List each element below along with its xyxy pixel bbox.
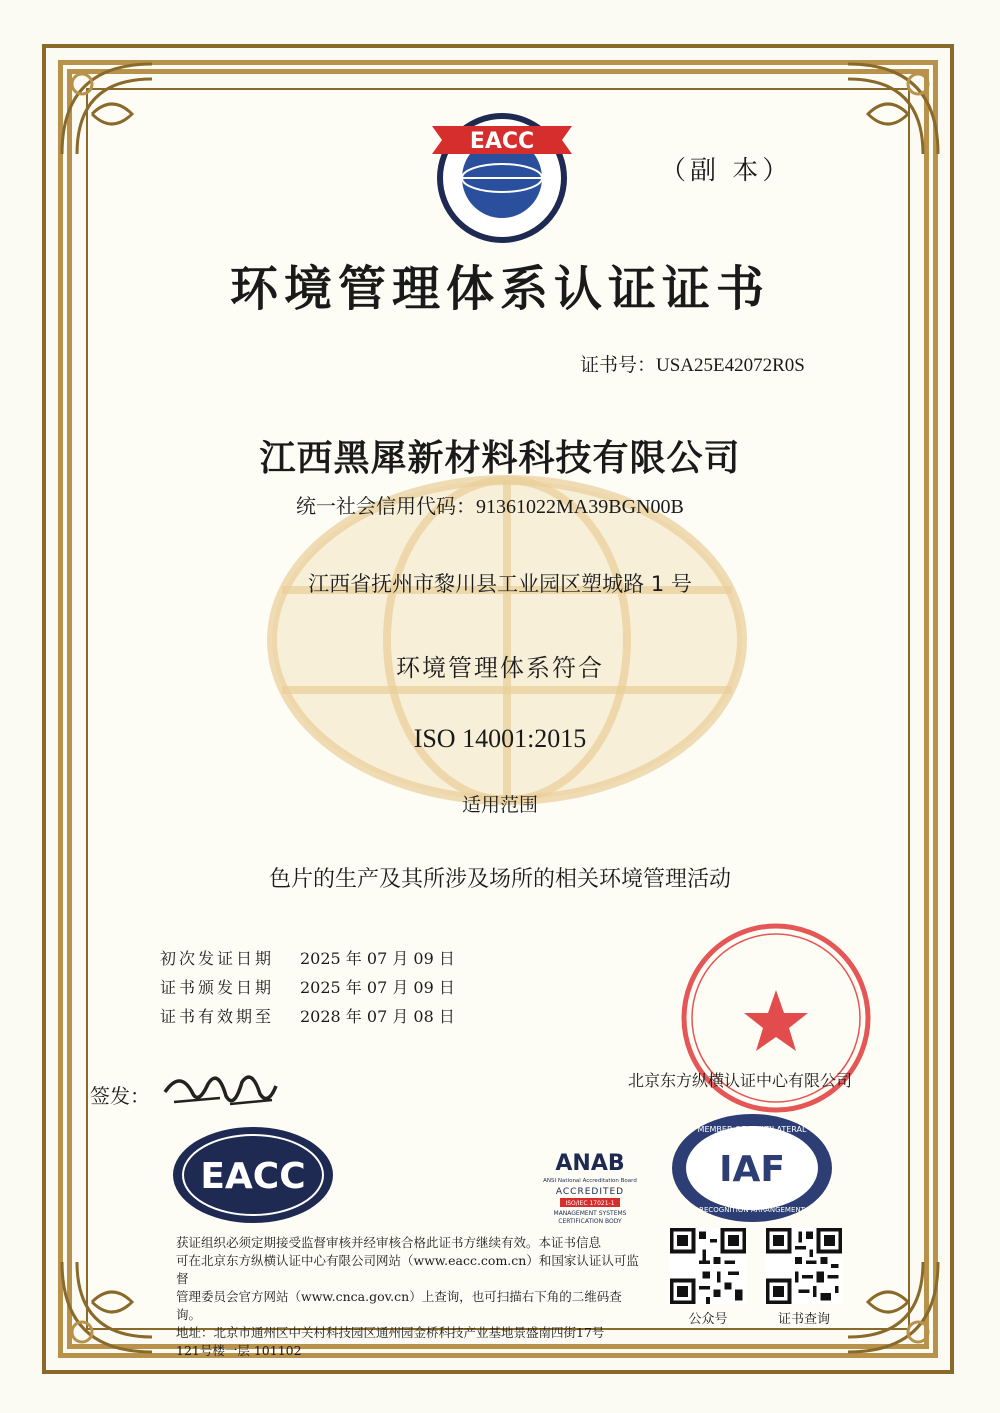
corner-ornament-br: [838, 1252, 948, 1362]
corner-ornament-tl: [52, 54, 162, 164]
anab-accredited: ACCREDITED: [555, 1187, 625, 1197]
qr-label-wechat: 公众号: [688, 1312, 728, 1327]
conformity-statement: 环境管理体系符合: [396, 654, 604, 682]
certificate-title: 环境管理体系认证证书: [229, 261, 770, 317]
date-row-issue: [160, 973, 455, 1002]
date-row-expiry: [160, 1002, 455, 1031]
eacc-logo: [170, 1124, 336, 1226]
date-value: 2025 年 07 月 09 日: [300, 978, 455, 997]
anab-logo: [530, 1130, 650, 1230]
certificate-number-value: USA25E42072R0S: [656, 355, 805, 376]
date-value: 2028 年 07 月 08 日: [300, 1007, 455, 1026]
signature-image: [160, 1062, 280, 1112]
eacc-header-logo: [412, 96, 592, 246]
certificate-number: [580, 350, 805, 377]
date-label: 初次发证日期: [160, 949, 275, 968]
date-list: [160, 944, 455, 1031]
globe-watermark: [262, 470, 752, 810]
note-line: 管理委员会官方网站（www.cnca.gov.cn）上查询，也可扫描右下角的二维码查询。: [176, 1289, 622, 1322]
anab-sub: ANSI National Accreditation Board: [543, 1178, 637, 1184]
copy-mark: （副 本）: [660, 156, 793, 186]
certificate-notes: [176, 1234, 646, 1360]
standard: ISO 14001:2015: [413, 724, 587, 753]
anab-name: ANAB: [555, 1151, 625, 1176]
date-row-initial: [160, 944, 455, 973]
date-label: 证书颁发日期: [160, 978, 275, 997]
eacc-header-logo-text: EACC: [469, 129, 535, 154]
anab-iso: ISO/IEC 17021-1: [565, 1200, 615, 1207]
company-address: 江西省抚州市黎川县工业园区塑城路 1 号: [308, 572, 692, 596]
note-line: 可在北京东方纵横认证中心有限公司网站（www.eacc.com.cn）和国家认证认可监督: [176, 1253, 639, 1286]
iaf-text: IAF: [719, 1149, 785, 1190]
date-label: 证书有效期至: [160, 1007, 275, 1026]
scope-label: 适用范围: [461, 794, 538, 816]
credit-code: [296, 490, 684, 519]
issuer-name: 北京东方纵横认证中心有限公司: [628, 1071, 853, 1090]
iaf-top: MEMBER OF MULTILATERAL: [697, 1125, 807, 1134]
anab-ms: MANAGEMENT SYSTEMS: [553, 1210, 627, 1217]
date-value: 2025 年 07 月 09 日: [300, 949, 455, 968]
eacc-logo-text: EACC: [200, 1156, 306, 1197]
qr-code-wechat[interactable]: [670, 1228, 746, 1304]
iaf-bottom: RECOGNITION ARRANGEMENT: [699, 1206, 805, 1214]
note-line: 地址：北京市通州区中关村科技园区通州园金桥科技产业基地景盛南四街17号: [176, 1325, 605, 1340]
credit-code-value: 91361022MA39BGN00B: [476, 496, 684, 518]
iaf-logo: [670, 1112, 834, 1224]
scope-text: 色片的生产及其所涉及场所的相关环境管理活动: [268, 867, 731, 892]
corner-ornament-tr: [838, 54, 948, 164]
anab-cb: CERTIFICATION BODY: [558, 1218, 622, 1225]
certificate-number-label: 证书号：: [580, 354, 657, 376]
credit-code-label: 统一社会信用代码：: [296, 494, 476, 518]
signature-label: 签发：: [90, 1084, 150, 1108]
company-name: 江西黑犀新材料科技有限公司: [259, 438, 741, 479]
qr-label-certificate-query: 证书查询: [777, 1312, 830, 1327]
corner-ornament-bl: [52, 1252, 162, 1362]
note-line: 获证组织必须定期接受监督审核并经审核合格此证书方继续有效。本证书信息: [176, 1235, 602, 1250]
note-line: 121号楼一层 101102: [176, 1343, 302, 1358]
qr-code-certificate-query[interactable]: [766, 1228, 842, 1304]
